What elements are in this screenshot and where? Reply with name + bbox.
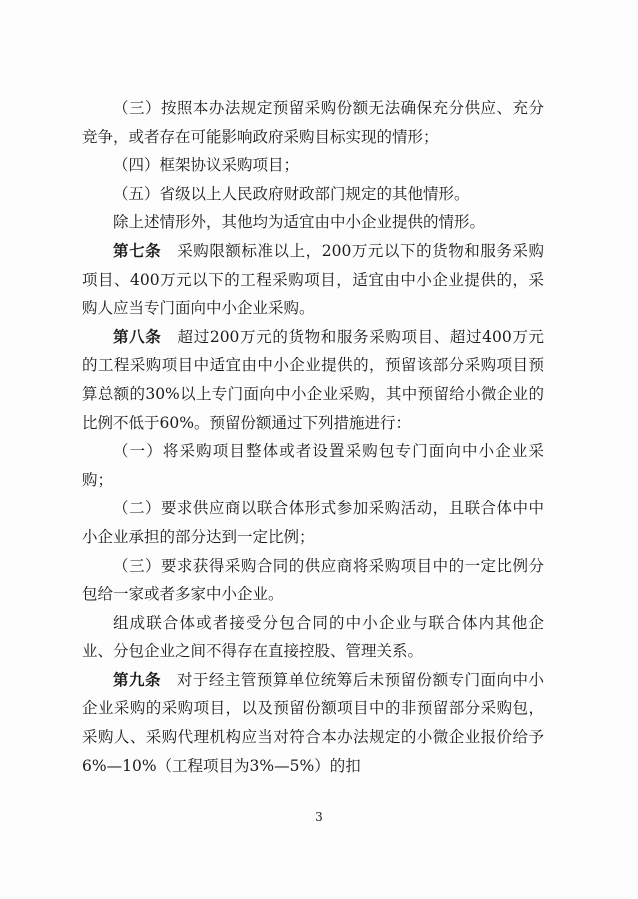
- paragraph-item-3: [82, 94, 544, 151]
- paragraph-text: 组成联合体或者接受分包合同的中小企业与联合体内其他企业、分包企业之间不得存在直接控股、管理关系。: [82, 613, 544, 661]
- paragraph-text: （一）将采购项目整体或者设置采购包专门面向中小企业采购；: [82, 442, 544, 489]
- paragraph-item-5: [82, 180, 544, 209]
- paragraph-text: 采购限额标准以上，200万元以下的货物和服务采购项目、400万元以下的工程采购项目，适宜由中小企业提供的，采购人应当专门面向中小企业采购。: [82, 241, 544, 318]
- measure-item-2: [82, 494, 544, 551]
- paragraph-consortium-rule: [82, 609, 544, 666]
- paragraph-text: 对于经主管预算单位统筹后未预留份额专门面向中小企业采购的采购项目，以及预留份额项目中的非预留部分采购包，采购人、采购代理机构应当对符合本办法规定的小微企业报价给予6%—10%（工程项目为3%—5%）的扣: [82, 670, 544, 775]
- measure-item-1: [82, 437, 544, 494]
- measure-item-3: [82, 552, 544, 609]
- paragraph-text: （五）省级以上人民政府财政部门规定的其他情形。: [113, 184, 470, 203]
- paragraph-text: （三）按照本办法规定预留采购份额无法确保充分供应、充分竞争，或者存在可能影响政府采购目标实现的情形；: [82, 99, 544, 146]
- paragraph-item-4: [82, 151, 544, 180]
- document-body: [82, 94, 544, 780]
- paragraph-text: （二）要求供应商以联合体形式参加采购活动，且联合体中中小企业承担的部分达到一定比例；: [82, 499, 544, 546]
- article-heading: 第九条: [113, 670, 161, 689]
- article-7: [82, 237, 544, 323]
- paragraph-text: （三）要求获得采购合同的供应商将采购项目中的一定比例分包给一家或者多家中小企业。: [82, 556, 544, 604]
- paragraph-exceptions-summary: [82, 208, 544, 237]
- paragraph-text: （四）框架协议采购项目；: [113, 156, 300, 175]
- page-number: 3: [315, 810, 323, 824]
- paragraph-text: 超过200万元的货物和服务采购项目、超过400万元的工程采购项目中适宜由中小企业提供的，预留该部分采购项目预算总额的30%以上专门面向中小企业采购，其中预留给小微企业的比例不低于60%。预留份额通过下列措施进行：: [82, 327, 544, 432]
- article-heading: 第七条: [113, 241, 162, 260]
- article-8: [82, 323, 544, 437]
- article-heading: 第八条: [113, 327, 162, 346]
- article-9: [82, 666, 544, 780]
- paragraph-text: 除上述情形外，其他均为适宜由中小企业提供的情形。: [113, 213, 486, 232]
